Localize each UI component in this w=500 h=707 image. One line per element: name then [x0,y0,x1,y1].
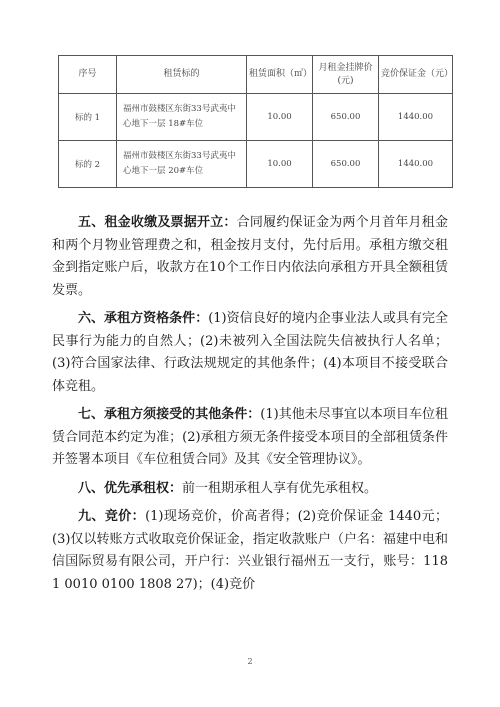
section-other-conditions [52,404,448,472]
col-header-deposit: 竞价保证金（元） [379,56,453,94]
table-header-row [59,56,453,94]
section-heading: 七、承租方须接受的其他条件： [78,407,261,422]
page-number: 2 [247,657,253,666]
section-priority-lease [52,478,448,501]
section-heading: 五、租金收缴及票据开立： [78,215,237,230]
section-heading: 九、竞价： [78,509,146,524]
section-heading: 八、优先承租权： [78,480,183,496]
section-text: (1)资信良好的境内企事业法人或具有完全民事行为能力的自然人；(2)未被列入全国法院失信被执行人名单；(3)符合国家法律、行政法规规定的其他条件；(4)本项目不接受联合体竞租。 [52,311,448,394]
section-rent-collection [52,212,448,302]
section-text: 合同履约保证金为两个月首年月租金和两个月物业管理费之和，租金按月支付，先付后用。承租方缴交租金到指定账户后，收款方在10个工作日内依法向承租方开具全额租赁发票。 [52,215,448,298]
cell-subject: 福州市鼓楼区东街33号武夷中心地下一层 20#车位 [117,141,247,188]
section-bidding [52,506,448,596]
cell-subject: 福州市鼓楼区东街33号武夷中心地下一层 18#车位 [117,94,247,141]
document-body [52,212,448,602]
cell-deposit: 1440.00 [379,94,453,141]
table-row [59,141,453,188]
cell-rent: 650.00 [313,94,379,141]
cell-area: 10.00 [247,94,313,141]
cell-no: 标的 1 [59,94,117,141]
table-row [59,94,453,141]
section-heading: 六、承租方资格条件： [78,311,209,326]
col-header-area: 租赁面积（㎡） [247,56,313,94]
cell-rent: 650.00 [313,141,379,188]
section-tenant-qualification [52,308,448,398]
col-header-subject: 租赁标的 [117,56,247,94]
lease-table [58,55,453,188]
cell-no: 标的 2 [59,141,117,188]
cell-deposit: 1440.00 [379,141,453,188]
col-header-no: 序号 [59,56,117,94]
section-text: 前一租期承租人享有优先承租权。 [182,480,378,496]
section-text: (1)现场竞价，价高者得；(2)竞价保证金 1440元；(3)仅以转账方式收取竞价保证金，指定收款账户（户名：福建中电和信国际贸易有限公司，开户行：兴业银行福州五一支行，账号：1181 0010 0100 1808 27)；(4)竞价 [52,509,448,592]
cell-area: 10.00 [247,141,313,188]
section-text: (1)其他未尽事宜以本项目车位租赁合同范本约定为准；(2)承租方须无条件接受本项目的全部租赁条件并签署本项目《车位租赁合同》及其《安全管理协议》。 [52,407,448,467]
col-header-rent: 月租金挂牌价(元) [313,56,379,94]
